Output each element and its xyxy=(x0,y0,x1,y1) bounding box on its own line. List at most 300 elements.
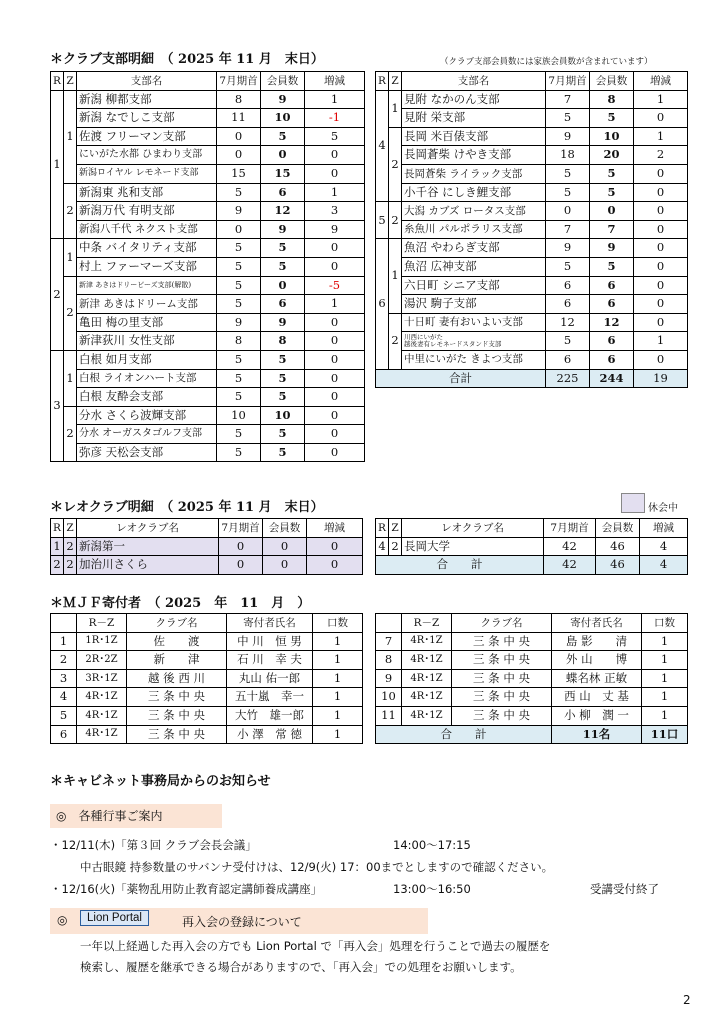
table-cell: 1 xyxy=(305,295,365,314)
table-cell: 6 xyxy=(261,183,305,202)
page-number: 2 xyxy=(683,993,691,1007)
table-cell: 新潟八千代 ネクスト支部 xyxy=(77,220,217,239)
table-cell: 5 xyxy=(261,257,305,276)
table-cell: 三 条 中 央 xyxy=(452,651,552,670)
table-cell: 長岡蒼柴 ライラック支部 xyxy=(402,164,546,183)
club-right-table xyxy=(375,71,688,388)
mjf-left-table xyxy=(50,613,363,744)
table-cell: 11 xyxy=(376,706,402,725)
table-cell: レオクラブ名 xyxy=(402,519,544,538)
table-cell: 5 xyxy=(590,164,634,183)
table-cell: 0 xyxy=(219,556,263,575)
table-row xyxy=(51,369,365,388)
table-row xyxy=(51,313,365,332)
region-cell: 6 xyxy=(376,239,389,369)
table-cell: 0 xyxy=(634,257,688,276)
table-cell: Z xyxy=(389,519,402,538)
table-cell: 新潟ロイヤル レモネード支部 xyxy=(77,164,217,183)
table-cell: 0 xyxy=(634,202,688,221)
table-cell: 1 xyxy=(634,127,688,146)
table-cell: 5 xyxy=(261,369,305,388)
table-cell: 5 xyxy=(261,127,305,146)
table-cell: 1 xyxy=(313,688,363,707)
table-cell: 19 xyxy=(634,369,688,388)
table-cell: 寄付者氏名 xyxy=(227,614,313,633)
table-cell: 5 xyxy=(217,425,261,444)
table-cell: 5 xyxy=(217,276,261,295)
table-cell: 5 xyxy=(546,164,590,183)
table-cell: 三 条 中 央 xyxy=(127,688,227,707)
table-cell: 1 xyxy=(634,90,688,109)
table-cell: 7 xyxy=(546,90,590,109)
table-cell: 2 xyxy=(51,556,64,575)
table-cell: 白根 友酔会支部 xyxy=(77,388,217,407)
table-cell: 5 xyxy=(217,443,261,462)
table-cell: 42 xyxy=(544,556,596,575)
table-cell: 長岡大学 xyxy=(402,537,544,556)
zone-cell: 1 xyxy=(64,239,77,276)
table-cell: 0 xyxy=(634,313,688,332)
table-cell: 7月期首 xyxy=(219,519,263,538)
table-cell: クラブ名 xyxy=(127,614,227,633)
table-cell: 9 xyxy=(261,90,305,109)
table-cell: 0 xyxy=(305,388,365,407)
table-cell: 会員数 xyxy=(263,519,307,538)
table-cell: 9 xyxy=(261,220,305,239)
table-cell: 4 xyxy=(376,537,389,556)
table-cell: 0 xyxy=(305,146,365,165)
table-row xyxy=(51,388,365,407)
table-cell: 新津 あきはドリービーズ支部(解散) xyxy=(77,276,217,295)
table-cell: 9 xyxy=(376,669,402,688)
table-cell: 6 xyxy=(261,295,305,314)
table-cell: 糸魚川 パルポラリス支部 xyxy=(402,220,546,239)
table-row xyxy=(376,537,688,556)
table-cell: 9 xyxy=(305,220,365,239)
table-row xyxy=(376,164,688,183)
table-cell: レオクラブ名 xyxy=(77,519,219,538)
table-cell: 10 xyxy=(217,406,261,425)
table-cell: 増減 xyxy=(305,72,365,91)
table-cell: 2R･2Z xyxy=(77,651,127,670)
table-cell: 1 xyxy=(642,651,688,670)
table-cell: 支部名 xyxy=(77,72,217,91)
table-row xyxy=(51,632,363,651)
table-cell: 4 xyxy=(51,688,77,707)
table-row xyxy=(51,257,365,276)
table-cell: 15 xyxy=(217,164,261,183)
table-cell: 3 xyxy=(51,669,77,688)
leo-section-title: ＊レオクラブ明細 （ 2025 年 11 月 末日） xyxy=(50,500,324,515)
table-cell: 5 xyxy=(546,183,590,202)
table-cell: 7月期首 xyxy=(544,519,596,538)
table-cell: 4R･1Z xyxy=(402,669,452,688)
table-row xyxy=(376,350,688,369)
table-cell: 見附 なかのん支部 xyxy=(402,90,546,109)
table-cell: 白根 ライオンハート支部 xyxy=(77,369,217,388)
table-cell: 亀田 梅の里支部 xyxy=(77,313,217,332)
table-row xyxy=(376,276,688,295)
table-cell: 2 xyxy=(64,556,77,575)
table-cell: 8 xyxy=(590,90,634,109)
table-cell: -5 xyxy=(305,276,365,295)
table-cell: 1 xyxy=(642,632,688,651)
table-row xyxy=(376,90,688,109)
table-row xyxy=(376,632,688,651)
table-cell: 9 xyxy=(261,313,305,332)
table-cell: 増減 xyxy=(640,519,688,538)
table-cell: 佐 渡 xyxy=(127,632,227,651)
event-1-label: ・12/11(木)「第３回 クラブ会長会議」 xyxy=(50,838,257,852)
table-cell: 8 xyxy=(217,90,261,109)
table-row xyxy=(376,239,688,258)
table-row xyxy=(51,332,365,351)
table-cell: 6 xyxy=(590,332,634,351)
table-cell: 5 xyxy=(261,425,305,444)
zone-cell: 1 xyxy=(389,239,402,313)
table-cell: 5 xyxy=(217,369,261,388)
table-cell: 佐渡 フリーマン支部 xyxy=(77,127,217,146)
table-cell: 5 xyxy=(546,257,590,276)
table-cell: Z xyxy=(64,519,77,538)
table-cell: 五十嵐 幸一 xyxy=(227,688,313,707)
table-row xyxy=(51,350,365,369)
table-cell: 5 xyxy=(261,239,305,258)
table-cell: 中 川 恒 男 xyxy=(227,632,313,651)
table-cell: 0 xyxy=(305,443,365,462)
table-row xyxy=(51,276,365,295)
table-cell: 寄付者氏名 xyxy=(552,614,642,633)
table-cell: 村上 ファーマーズ支部 xyxy=(77,257,217,276)
table-cell: 6 xyxy=(546,350,590,369)
table-cell: 分水 オーガスタゴルフ支部 xyxy=(77,425,217,444)
table-cell: 5 xyxy=(305,127,365,146)
table-cell: 会員数 xyxy=(596,519,640,538)
table-cell: 0 xyxy=(219,537,263,556)
table-cell: 長岡 米百俵支部 xyxy=(402,127,546,146)
table-cell: R xyxy=(51,519,64,538)
table-cell: 大潟 カブズ ロータス支部 xyxy=(402,202,546,221)
table-cell: 42 xyxy=(544,537,596,556)
table-cell: 1 xyxy=(642,688,688,707)
table-cell: 0 xyxy=(546,202,590,221)
table-cell: 8 xyxy=(376,651,402,670)
table-cell: 白根 如月支部 xyxy=(77,350,217,369)
table-row xyxy=(376,295,688,314)
table-cell: 4 xyxy=(640,556,688,575)
table-cell: 0 xyxy=(634,350,688,369)
table-cell: 0 xyxy=(634,183,688,202)
table-cell: 分水 さくら波輝支部 xyxy=(77,406,217,425)
table-cell: 合 計 xyxy=(376,556,544,575)
table-cell: 1 xyxy=(313,632,363,651)
table-cell: 2 xyxy=(634,146,688,165)
table-cell: 8 xyxy=(217,332,261,351)
table-header-row xyxy=(51,519,363,538)
table-row xyxy=(51,127,365,146)
table-cell: 7 xyxy=(546,220,590,239)
table-cell: 0 xyxy=(307,556,363,575)
table-cell: 4R･1Z xyxy=(77,706,127,725)
table-cell: 11口 xyxy=(642,725,688,744)
table-cell: 新潟 柳都支部 xyxy=(77,90,217,109)
table-cell: 長岡蒼柴 けやき支部 xyxy=(402,146,546,165)
zone-cell: 2 xyxy=(389,127,402,201)
table-cell: 8 xyxy=(261,332,305,351)
events-heading: ◎ 各種行事ご案内 xyxy=(50,804,222,828)
table-cell: 0 xyxy=(305,350,365,369)
portal-body-line-2: 検索し、履歴を継承できる場合がありますので、「再入会」での処理をお願いします。 xyxy=(80,960,522,974)
club-left-table xyxy=(50,71,365,462)
table-header-row xyxy=(51,72,365,91)
table-cell: 2 xyxy=(51,651,77,670)
table-cell: 6 xyxy=(546,276,590,295)
zone-cell: 1 xyxy=(64,90,77,183)
table-cell: 0 xyxy=(261,146,305,165)
zone-cell: 2 xyxy=(389,202,402,239)
table-cell: 三 条 中 央 xyxy=(452,688,552,707)
table-row xyxy=(376,109,688,128)
table-cell: 小千谷 にしき鯉支部 xyxy=(402,183,546,202)
table-cell: 石 川 幸 夫 xyxy=(227,651,313,670)
table-cell: 9 xyxy=(590,239,634,258)
table-cell: 5 xyxy=(217,350,261,369)
table-cell xyxy=(51,614,77,633)
table-row xyxy=(51,164,365,183)
table-cell: 十日町 妻有おいよい支部 xyxy=(402,313,546,332)
table-cell: Z xyxy=(64,72,77,91)
table-cell: 10 xyxy=(590,127,634,146)
table-row xyxy=(51,537,363,556)
table-cell: 3R･1Z xyxy=(77,669,127,688)
table-header-row xyxy=(376,614,688,633)
table-cell: 合計 xyxy=(376,369,546,388)
table-cell: 口数 xyxy=(313,614,363,633)
table-cell: にいがた水都 ひまわり支部 xyxy=(77,146,217,165)
table-cell: 三 条 中 央 xyxy=(452,669,552,688)
table-row xyxy=(51,183,365,202)
table-cell: 6 xyxy=(546,295,590,314)
region-cell: 3 xyxy=(51,350,64,462)
table-row xyxy=(51,146,365,165)
zone-cell: 2 xyxy=(64,183,77,239)
table-row xyxy=(51,425,365,444)
table-cell: 12 xyxy=(261,202,305,221)
zone-cell: 1 xyxy=(389,90,402,127)
table-cell: 1 xyxy=(51,632,77,651)
event-2-label: ・12/16(火)「薬物乱用防止教育認定講師養成講座」 xyxy=(50,882,323,896)
table-cell: 4R･1Z xyxy=(77,725,127,744)
table-cell: 1 xyxy=(313,669,363,688)
table-cell: 3 xyxy=(305,202,365,221)
table-cell: R xyxy=(376,519,389,538)
table-row xyxy=(376,651,688,670)
table-cell: 9 xyxy=(546,127,590,146)
table-cell: 六日町 シニア支部 xyxy=(402,276,546,295)
region-cell: 4 xyxy=(376,90,389,202)
table-cell: 7 xyxy=(590,220,634,239)
table-cell: 1 xyxy=(634,332,688,351)
table-cell: 0 xyxy=(305,164,365,183)
table-cell: 4R･1Z xyxy=(402,688,452,707)
table-cell: 20 xyxy=(590,146,634,165)
table-cell: 1 xyxy=(51,537,64,556)
inactive-legend-label: 休会中 xyxy=(648,503,678,514)
table-cell: 新潟東 兆和支部 xyxy=(77,183,217,202)
table-cell: 魚沼 やわらぎ支部 xyxy=(402,239,546,258)
table-cell: 新津 あきはドリーム支部 xyxy=(77,295,217,314)
table-row xyxy=(376,332,688,351)
table-cell: 11名 xyxy=(552,725,642,744)
table-cell: 46 xyxy=(596,537,640,556)
table-cell: 0 xyxy=(634,220,688,239)
table-cell: 5 xyxy=(217,257,261,276)
table-cell: 会員数 xyxy=(261,72,305,91)
table-cell: 0 xyxy=(263,556,307,575)
table-cell: 魚沼 広神支部 xyxy=(402,257,546,276)
table-cell: 5 xyxy=(261,388,305,407)
table-cell: 支部名 xyxy=(402,72,546,91)
table-row xyxy=(51,90,365,109)
table-cell: 5 xyxy=(546,332,590,351)
table-cell: 12 xyxy=(546,313,590,332)
table-cell: 小 柳 潤 一 xyxy=(552,706,642,725)
table-cell: 蝶名林 正敏 xyxy=(552,669,642,688)
table-cell: 1 xyxy=(642,669,688,688)
total-row xyxy=(376,556,688,575)
table-cell: 6 xyxy=(590,276,634,295)
event-2-time: 13:00～16:50 xyxy=(393,882,471,896)
table-cell: 5 xyxy=(546,109,590,128)
table-cell: 丸山 佑一郎 xyxy=(227,669,313,688)
portal-heading: 再入会の登録について xyxy=(182,915,302,929)
table-row xyxy=(51,651,363,670)
table-row xyxy=(51,239,365,258)
table-cell: 5 xyxy=(217,388,261,407)
table-cell: 0 xyxy=(305,332,365,351)
table-row xyxy=(376,183,688,202)
table-cell: 12 xyxy=(590,313,634,332)
table-cell: 0 xyxy=(305,425,365,444)
table-cell: 10 xyxy=(261,109,305,128)
table-cell: 1 xyxy=(313,706,363,725)
table-cell: 4R･1Z xyxy=(77,688,127,707)
table-cell: 2 xyxy=(389,537,402,556)
table-row xyxy=(376,706,688,725)
table-header-row xyxy=(51,614,363,633)
table-row xyxy=(51,706,363,725)
table-cell: 小 澤 常 徳 xyxy=(227,725,313,744)
table-cell: 0 xyxy=(307,537,363,556)
total-row xyxy=(376,725,688,744)
table-cell: 0 xyxy=(305,239,365,258)
table-cell: 0 xyxy=(261,276,305,295)
inactive-legend-swatch xyxy=(621,493,645,513)
table-cell: 4R･1Z xyxy=(402,651,452,670)
table-cell: 0 xyxy=(634,276,688,295)
table-cell: R xyxy=(376,72,389,91)
table-cell: 5 xyxy=(590,109,634,128)
table-cell: 1 xyxy=(305,90,365,109)
table-cell: 1 xyxy=(313,725,363,744)
table-cell: 0 xyxy=(634,109,688,128)
table-cell: 三 条 中 央 xyxy=(452,706,552,725)
table-row xyxy=(51,295,365,314)
table-cell xyxy=(376,614,402,633)
table-row xyxy=(51,109,365,128)
event-1-time: 14:00～17:15 xyxy=(393,838,471,852)
table-cell: 225 xyxy=(546,369,590,388)
table-row xyxy=(51,220,365,239)
event-2-status: 受講受付終了 xyxy=(590,882,659,896)
table-cell: 9 xyxy=(217,202,261,221)
leo-right-table xyxy=(375,518,688,575)
table-cell: Z xyxy=(389,72,402,91)
table-cell: 合 計 xyxy=(376,725,552,744)
table-row xyxy=(51,669,363,688)
leo-left-table xyxy=(50,518,363,575)
table-cell: 0 xyxy=(263,537,307,556)
table-row xyxy=(51,443,365,462)
table-row xyxy=(51,688,363,707)
table-cell: 46 xyxy=(596,556,640,575)
table-cell: 中条 バイタリティ支部 xyxy=(77,239,217,258)
zone-cell: 2 xyxy=(64,276,77,350)
table-cell: 三 条 中 央 xyxy=(127,725,227,744)
table-cell: 2 xyxy=(64,537,77,556)
table-cell: 新津荻川 女性支部 xyxy=(77,332,217,351)
table-cell: 三 条 中 央 xyxy=(127,706,227,725)
portal-body-line-1: 一年以上経過した再入会の方でも Lion Portal で「再入会」処理を行うことで過去の履歴を xyxy=(80,939,551,953)
table-cell: 7 xyxy=(376,632,402,651)
table-cell: 9 xyxy=(217,313,261,332)
table-cell: 新潟 なでしこ支部 xyxy=(77,109,217,128)
club-section-title: ＊クラブ支部明細 （ 2025 年 11 月 末日） xyxy=(50,52,324,67)
table-cell: 0 xyxy=(305,257,365,276)
table-cell: 5 xyxy=(590,183,634,202)
table-cell: 6 xyxy=(590,295,634,314)
zone-cell: 1 xyxy=(64,350,77,406)
table-cell: R－Z xyxy=(402,614,452,633)
table-cell: 新 津 xyxy=(127,651,227,670)
table-header-row xyxy=(376,72,688,91)
region-cell: 2 xyxy=(51,239,64,351)
total-row xyxy=(376,369,688,388)
table-cell: 11 xyxy=(217,109,261,128)
table-row xyxy=(51,556,363,575)
table-cell: 5 xyxy=(261,443,305,462)
table-row xyxy=(376,669,688,688)
table-cell: 5 xyxy=(261,350,305,369)
table-cell: 島 影 清 xyxy=(552,632,642,651)
lion-portal-badge: Lion Portal xyxy=(80,910,149,926)
table-cell: 10 xyxy=(261,406,305,425)
table-cell: 新潟万代 有明支部 xyxy=(77,202,217,221)
table-cell: 5 xyxy=(590,257,634,276)
region-cell: 5 xyxy=(376,202,389,239)
mjf-right-table xyxy=(375,613,688,744)
table-row xyxy=(51,202,365,221)
table-cell: 0 xyxy=(305,369,365,388)
table-cell: 0 xyxy=(305,406,365,425)
portal-mark: ◎ xyxy=(57,913,68,927)
table-cell: 5 xyxy=(51,706,77,725)
table-cell: 弥彦 天松会支部 xyxy=(77,443,217,462)
table-cell: 7月期首 xyxy=(217,72,261,91)
table-row xyxy=(376,688,688,707)
table-cell: 4R･1Z xyxy=(402,632,452,651)
table-cell: R xyxy=(51,72,64,91)
